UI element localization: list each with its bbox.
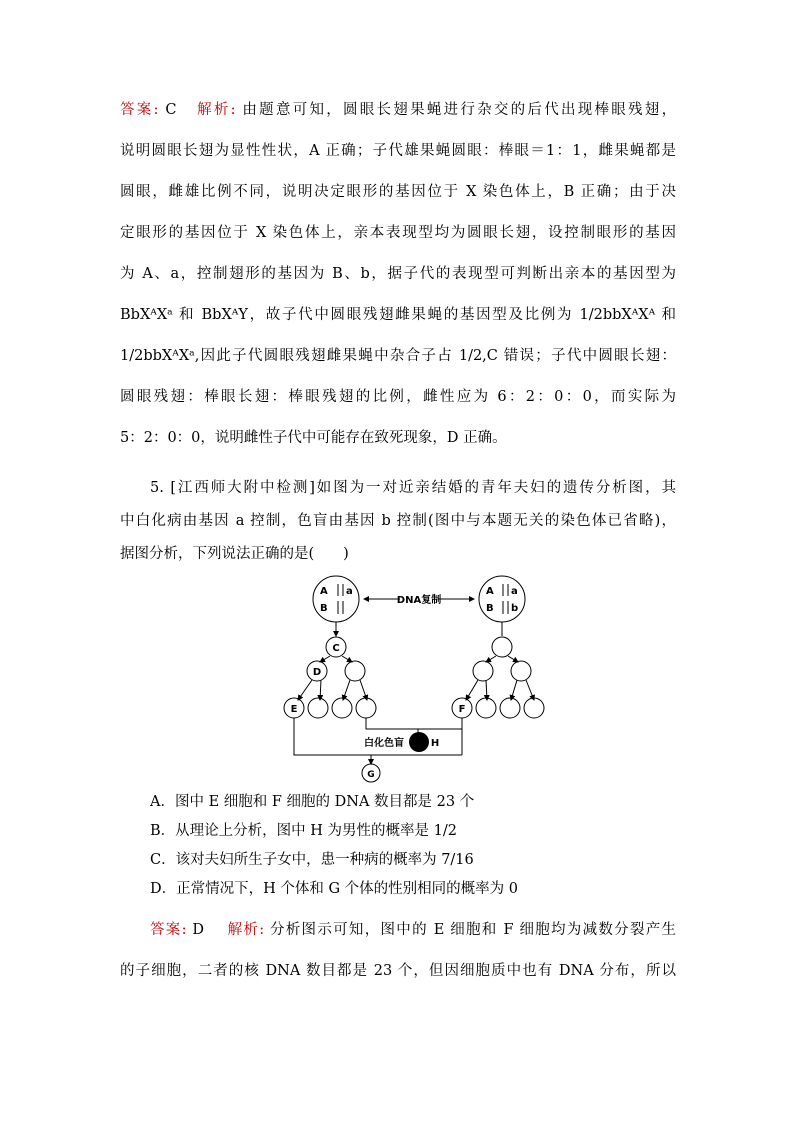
answer-1-paragraph <box>120 90 676 459</box>
left-gamete-2 <box>308 698 328 718</box>
answer-label: 答案 <box>120 102 154 118</box>
left-parent-cell <box>313 576 359 622</box>
label-d: D <box>312 667 322 678</box>
question-5-options <box>150 788 670 904</box>
right-gamete-3 <box>500 698 520 718</box>
label-c: C <box>332 643 340 654</box>
answer-colon: : <box>153 102 159 118</box>
label-e: E <box>290 704 298 715</box>
right-parent-cell <box>479 576 525 622</box>
answer-choice: C <box>165 102 177 118</box>
question-5-line-2: 中白化病由基因 a 控制，色盲由基因 b 控制(图中与本题无关的染色体已省略)， <box>120 513 676 529</box>
question-5-line-3: 据图分析，下列说法正确的是( ) <box>120 546 349 562</box>
right-secondary-cell-1 <box>473 661 493 681</box>
option-c: C．该对夫妇所生子女中，患一种病的概率为 7/16 <box>150 852 474 868</box>
analysis-text: 由题意可知，圆眼长翅果蝇进行杂交的后代出现棒眼残翅， <box>242 102 676 118</box>
analysis-2-colon: : <box>259 922 265 938</box>
answer-2-colon: : <box>181 922 187 938</box>
answer-1-line-5: 为 A、a，控制翅形的基因为 B、b，据子代的表现型可判断出亲本的基因型为 <box>120 266 676 282</box>
right-gene-b-lower: b <box>511 603 519 614</box>
answer-1-line-3: 圆眼，雌雄比例不同，说明决定眼形的基因位于 X 染色体上，B 正确；由于决 <box>120 184 676 200</box>
label-g: G <box>367 770 375 780</box>
answer-1-line-9: 5：2：0：0，说明雌性子代中可能存在致死现象，D 正确。 <box>120 430 507 446</box>
answer-2-label: 答案 <box>150 922 182 938</box>
left-gamete-3 <box>332 698 352 718</box>
question-5-stem <box>120 472 676 571</box>
analysis-colon: : <box>230 102 236 118</box>
answer-1-line-8: 圆眼残翅：棒眼长翅：棒眼残翅的比例，雌性应为 6：2：0：0，而实际为 <box>120 389 676 405</box>
answer-1-line-6: BbXᴬXᵃ 和 BbXᴬY，故子代中圆眼残翅雌果蝇的基因型及比例为 1/2bbXᴬXᴬ 和 <box>120 307 676 323</box>
option-d: D．正常情况下，H 个体和 G 个体的性别相同的概率为 0 <box>150 881 519 897</box>
answer-1-line-1 <box>120 90 676 131</box>
right-primary-cell <box>492 637 512 657</box>
right-secondary-cell-2 <box>511 661 531 681</box>
right-gamete-2 <box>476 698 496 718</box>
answer-2-line-1 <box>120 910 676 951</box>
option-b: B．从理论上分析，图中 H 为男性的概率是 1/2 <box>150 823 457 839</box>
answer-1-line-7: 1/2bbXᴬXᵃ,因此子代圆眼残翅雌果蝇中杂合子占 1/2,C 错误；子代中圆眼长翅： <box>120 348 676 364</box>
answer-1-line-4: 定眼形的基因位于 X 染色体上，亲本表现型均为圆眼长翅，设控制眼形的基因 <box>120 225 676 241</box>
dna-replication-label: DNA复制 <box>396 595 442 606</box>
analysis-2-label: 解析 <box>227 922 260 938</box>
answer-2-paragraph <box>120 910 676 992</box>
analysis-label: 解析 <box>197 102 231 118</box>
left-gamete-4 <box>356 698 376 718</box>
answer-2-choice: D <box>192 922 205 938</box>
disease-label: 白化色盲 <box>364 738 404 749</box>
label-f: F <box>458 704 466 715</box>
analysis-2-text: 分析图示可知，图中的 E 细胞和 F 细胞均为减数分裂产生 <box>269 922 676 938</box>
genetic-analysis-diagram <box>280 574 550 786</box>
left-gene-b-upper: B <box>320 603 328 614</box>
left-gene-a-upper: A <box>320 586 328 597</box>
diagram-svg <box>280 574 550 786</box>
right-gene-a-upper: A <box>486 586 494 597</box>
left-gene-a-lower: a <box>346 586 353 597</box>
cell-d-sibling <box>345 661 365 681</box>
option-a: A．图中 E 细胞和 F 细胞的 DNA 数目都是 23 个 <box>150 794 475 810</box>
right-gene-b-upper: B <box>486 603 494 614</box>
right-gene-a-lower: a <box>511 586 518 597</box>
answer-2-line-2: 的子细胞，二者的核 DNA 数目都是 23 个，但因细胞质中也有 DNA 分布，所以 <box>120 963 676 979</box>
answer-1-line-2: 说明圆眼长翅为显性性状，A 正确；子代雄果蝇圆眼：棒眼＝1：1，雌果蝇都是 <box>120 143 676 159</box>
cell-h <box>409 732 429 752</box>
label-h: H <box>430 738 440 749</box>
question-5-line-1: 5. [江西师大附中检测]如图为一对近亲结婚的青年夫妇的遗传分析图，其 <box>150 480 676 496</box>
right-gamete-4 <box>524 698 544 718</box>
